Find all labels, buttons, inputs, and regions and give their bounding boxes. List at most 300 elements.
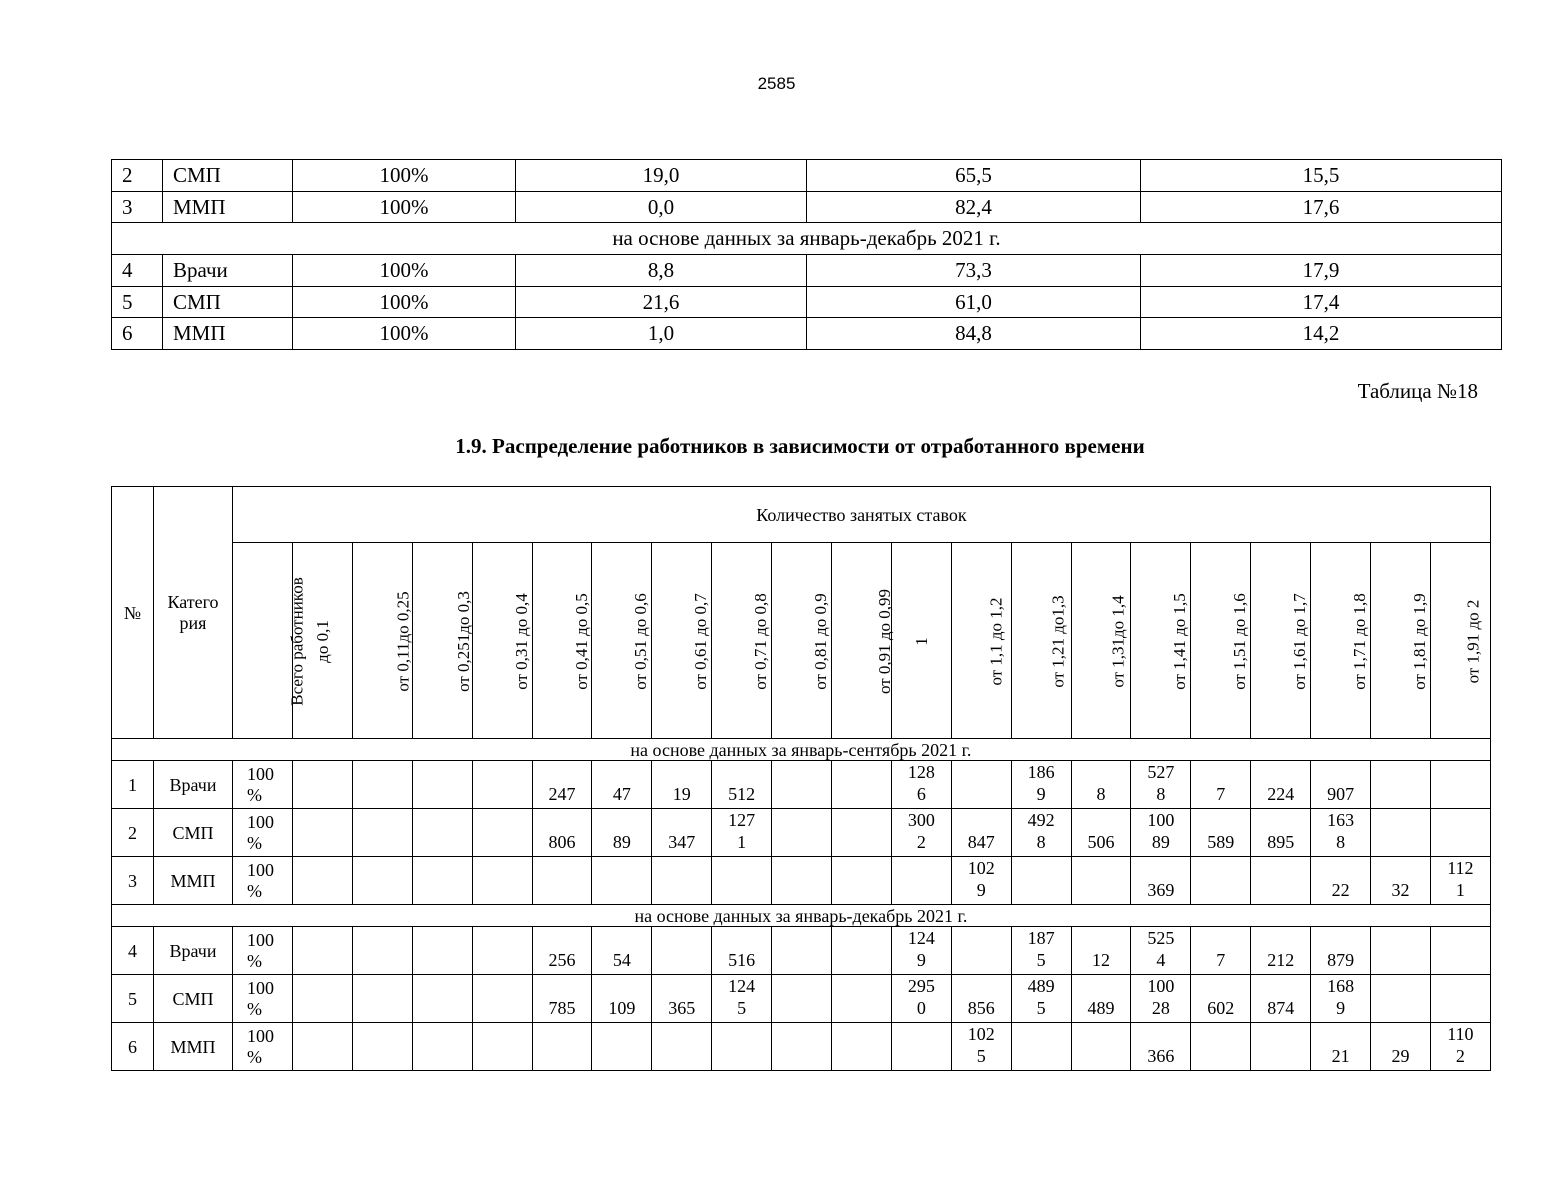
- count-cell: [652, 857, 712, 905]
- count-part: 5: [737, 998, 747, 1018]
- row-number: 2: [112, 809, 154, 857]
- count-cell: [1191, 975, 1251, 1023]
- count-part: 124: [907, 928, 935, 948]
- count-part: 168: [1327, 976, 1355, 996]
- count-part: 7: [1216, 950, 1226, 970]
- column-header: [891, 543, 951, 739]
- column-header: [712, 543, 772, 739]
- count-cell: [412, 857, 472, 905]
- column-header-label: Всего работников: [287, 576, 307, 706]
- count-part: 186: [1027, 762, 1055, 782]
- count-cell: [951, 761, 1011, 809]
- column-header: [832, 543, 895, 739]
- row-value: 8,8: [516, 255, 807, 287]
- group-header: Количество занятых ставок: [233, 487, 1491, 543]
- column-header-label: от 1,51 до 1,6: [1230, 592, 1250, 690]
- column-header-label: от 0,71 до 0,8: [751, 592, 771, 690]
- count-cell: [712, 857, 772, 905]
- count-cell: [1371, 1023, 1431, 1071]
- count-part: 100: [1147, 976, 1175, 996]
- count-part: 5: [1036, 950, 1046, 970]
- count-part: 5: [976, 1046, 986, 1066]
- count-cell: [772, 927, 832, 975]
- count-cell: [891, 975, 951, 1023]
- section-label: на основе данных за январь-сентябрь 2021 г.: [112, 739, 1491, 761]
- count-cell: [1251, 1023, 1311, 1071]
- row-category: ММП: [163, 318, 293, 350]
- column-header-label: от 0,61 до 0,7: [691, 592, 711, 690]
- count-part: 856: [967, 998, 995, 1018]
- count-cell: [1071, 809, 1131, 857]
- count-part: 347: [668, 832, 696, 852]
- count-part: 19: [672, 784, 691, 804]
- count-cell: [352, 975, 412, 1023]
- total-part: 100: [247, 978, 274, 998]
- column-header: [1311, 543, 1371, 739]
- count-part: 54: [612, 950, 631, 970]
- count-cell: [1251, 857, 1311, 905]
- column-header: [1011, 543, 1071, 739]
- count-cell: [891, 761, 951, 809]
- count-cell: [293, 927, 353, 975]
- count-part: 124: [728, 976, 756, 996]
- row-category: ММП: [154, 857, 233, 905]
- row-total: [233, 857, 293, 905]
- count-part: 874: [1267, 998, 1295, 1018]
- column-header-label: от 1,21 до1,3: [1048, 594, 1068, 688]
- count-cell: [352, 1023, 412, 1071]
- count-cell: [1191, 761, 1251, 809]
- row-total: [233, 1023, 293, 1071]
- count-cell: [293, 1023, 353, 1071]
- count-cell: [652, 1023, 712, 1071]
- count-cell: [532, 927, 592, 975]
- table-row: [112, 318, 1502, 350]
- count-cell: [772, 809, 832, 857]
- count-cell: [1430, 761, 1490, 809]
- count-cell: [891, 857, 951, 905]
- table-row: [112, 809, 1491, 857]
- table-label: Таблица №18: [1357, 379, 1478, 403]
- count-part: 127: [728, 810, 756, 830]
- count-cell: [652, 975, 712, 1023]
- count-cell: [772, 857, 832, 905]
- total-part: 100: [247, 860, 274, 880]
- column-header: [472, 543, 532, 739]
- count-cell: [1371, 761, 1431, 809]
- count-part: 369: [1147, 880, 1175, 900]
- count-part: 212: [1267, 950, 1295, 970]
- count-cell: [352, 761, 412, 809]
- count-part: 22: [1331, 880, 1350, 900]
- count-part: 32: [1391, 880, 1410, 900]
- row-value: 0,0: [516, 191, 807, 223]
- count-part: 224: [1267, 784, 1295, 804]
- count-cell: [772, 761, 832, 809]
- count-cell: [1430, 975, 1490, 1023]
- count-cell: [352, 857, 412, 905]
- row-number: 5: [112, 286, 163, 318]
- count-cell: [1131, 975, 1191, 1023]
- column-header-label: от 1,41 до 1,5: [1170, 592, 1190, 690]
- count-cell: [1430, 927, 1490, 975]
- count-part: 525: [1147, 928, 1175, 948]
- count-cell: [832, 761, 892, 809]
- count-cell: [832, 857, 892, 905]
- count-part: 28: [1151, 998, 1170, 1018]
- count-part: 89: [612, 832, 631, 852]
- row-category: СМП: [163, 160, 293, 192]
- count-part: 527: [1147, 762, 1175, 782]
- count-cell: [1311, 1023, 1371, 1071]
- row-value: 17,9: [1141, 255, 1502, 287]
- row-value: 19,0: [516, 160, 807, 192]
- count-cell: [1311, 927, 1371, 975]
- count-cell: [832, 809, 892, 857]
- count-part: 9: [976, 880, 986, 900]
- count-cell: [1191, 927, 1251, 975]
- row-value: 17,4: [1141, 286, 1502, 318]
- column-header: [352, 543, 412, 739]
- count-cell: [1371, 809, 1431, 857]
- row-value: 61,0: [807, 286, 1141, 318]
- row-category: Врачи: [163, 255, 293, 287]
- column-header-label: от 1,1 до 1,2: [986, 596, 1006, 686]
- header-row: [112, 543, 1491, 739]
- count-part: 47: [612, 784, 631, 804]
- count-cell: [293, 857, 353, 905]
- count-cell: [1430, 809, 1490, 857]
- row-total: [233, 761, 293, 809]
- count-cell: [712, 1023, 772, 1071]
- count-part: 847: [967, 832, 995, 852]
- continuation-table: [111, 159, 1502, 350]
- count-part: 8: [1096, 784, 1106, 804]
- count-cell: [352, 809, 412, 857]
- row-value: 73,3: [807, 255, 1141, 287]
- distribution-table: [111, 486, 1491, 1071]
- row-value: 84,8: [807, 318, 1141, 350]
- section-row: [112, 739, 1491, 761]
- count-cell: [592, 927, 652, 975]
- column-header: [652, 543, 712, 739]
- column-header: [1071, 543, 1131, 739]
- row-number: 6: [112, 318, 163, 350]
- count-cell: [652, 809, 712, 857]
- count-cell: [951, 809, 1011, 857]
- count-part: 7: [1216, 784, 1226, 804]
- column-header-label: от 0,81 до 0,9: [810, 592, 830, 690]
- table-row: [112, 927, 1491, 975]
- count-cell: [532, 809, 592, 857]
- category-header-line: Катего: [167, 591, 219, 612]
- row-number: 4: [112, 927, 154, 975]
- count-part: 0: [916, 998, 926, 1018]
- column-header-label: от 0,31 до 0,4: [511, 592, 531, 690]
- count-cell: [1011, 1023, 1071, 1071]
- count-cell: [1371, 857, 1431, 905]
- count-cell: [832, 1023, 892, 1071]
- count-cell: [592, 809, 652, 857]
- count-part: 295: [907, 976, 935, 996]
- count-cell: [1071, 761, 1131, 809]
- count-cell: [412, 809, 472, 857]
- count-cell: [1131, 927, 1191, 975]
- count-part: 8: [1336, 832, 1346, 852]
- column-header-label: от 0,251до 0,3: [453, 590, 473, 692]
- table-row: [112, 160, 1502, 192]
- column-header-label: 1: [911, 636, 931, 646]
- count-cell: [1191, 809, 1251, 857]
- column-header-label: до 0,1: [312, 619, 332, 663]
- section-row: [112, 223, 1502, 255]
- count-cell: [891, 927, 951, 975]
- count-cell: [412, 927, 472, 975]
- count-part: 89: [1151, 832, 1170, 852]
- row-value: 15,5: [1141, 160, 1502, 192]
- count-cell: [832, 975, 892, 1023]
- count-cell: [1311, 761, 1371, 809]
- count-cell: [472, 857, 532, 905]
- count-part: 9: [916, 950, 926, 970]
- table-row: [112, 761, 1491, 809]
- column-header-label: от 1,71 до 1,8: [1349, 592, 1369, 690]
- count-cell: [891, 1023, 951, 1071]
- count-cell: [472, 927, 532, 975]
- row-number: 5: [112, 975, 154, 1023]
- row-category: СМП: [163, 286, 293, 318]
- total-part: 100: [247, 764, 274, 784]
- count-cell: [532, 975, 592, 1023]
- category-header: [154, 487, 233, 739]
- column-header-label: от 1,31до 1,4: [1108, 594, 1128, 688]
- count-cell: [412, 1023, 472, 1071]
- section-label: на основе данных за январь-декабрь 2021 г.: [112, 905, 1491, 927]
- count-cell: [951, 975, 1011, 1023]
- column-header: [1191, 543, 1251, 739]
- column-header: [532, 543, 592, 739]
- count-cell: [1011, 857, 1071, 905]
- count-cell: [772, 975, 832, 1023]
- count-part: 492: [1027, 810, 1055, 830]
- category-header-line: рия: [179, 612, 207, 633]
- row-category: СМП: [154, 809, 233, 857]
- count-part: 8: [1036, 832, 1046, 852]
- row-number: 3: [112, 857, 154, 905]
- count-cell: [1311, 975, 1371, 1023]
- count-cell: [293, 761, 353, 809]
- column-header: [951, 543, 1011, 739]
- count-part: 1: [737, 832, 747, 852]
- count-part: 9: [1036, 784, 1046, 804]
- column-header-label: от 1,61 до 1,7: [1290, 592, 1310, 690]
- header-row: [112, 487, 1491, 543]
- row-category: Врачи: [154, 927, 233, 975]
- row-category: Врачи: [154, 761, 233, 809]
- count-part: 879: [1327, 950, 1355, 970]
- count-part: 589: [1207, 832, 1235, 852]
- count-part: 489: [1087, 998, 1115, 1018]
- row-total: 100%: [293, 191, 516, 223]
- count-cell: [1131, 761, 1191, 809]
- row-number: 3: [112, 191, 163, 223]
- count-part: 1: [1455, 880, 1465, 900]
- count-cell: [951, 927, 1011, 975]
- count-part: 256: [548, 950, 576, 970]
- count-cell: [1191, 1023, 1251, 1071]
- row-total: 100%: [293, 286, 516, 318]
- row-category: ММП: [163, 191, 293, 223]
- count-cell: [832, 927, 892, 975]
- row-category: ММП: [154, 1023, 233, 1071]
- column-header: [1371, 543, 1431, 739]
- count-cell: [1131, 857, 1191, 905]
- count-part: 6: [916, 784, 926, 804]
- count-part: 163: [1327, 810, 1355, 830]
- count-cell: [1371, 927, 1431, 975]
- count-cell: [712, 761, 772, 809]
- table-row: [112, 255, 1502, 287]
- count-part: 602: [1207, 998, 1235, 1018]
- row-value: 65,5: [807, 160, 1141, 192]
- row-value: 21,6: [516, 286, 807, 318]
- row-number: 4: [112, 255, 163, 287]
- count-part: 9: [1336, 998, 1346, 1018]
- row-total: [233, 927, 293, 975]
- count-cell: [293, 975, 353, 1023]
- row-number: 2: [112, 160, 163, 192]
- column-header: [412, 543, 472, 739]
- row-number: 6: [112, 1023, 154, 1071]
- count-cell: [1131, 1023, 1191, 1071]
- section-row: [112, 905, 1491, 927]
- count-part: 300: [907, 810, 935, 830]
- count-cell: [1251, 975, 1311, 1023]
- count-cell: [472, 761, 532, 809]
- column-header: [1131, 543, 1191, 739]
- count-part: 247: [548, 784, 576, 804]
- count-cell: [712, 975, 772, 1023]
- count-cell: [1011, 975, 1071, 1023]
- total-part: %: [247, 999, 262, 1019]
- count-part: 506: [1087, 832, 1115, 852]
- row-total: 100%: [293, 255, 516, 287]
- count-cell: [532, 857, 592, 905]
- total-part: 100: [247, 1026, 274, 1046]
- count-cell: [1311, 857, 1371, 905]
- count-cell: [1371, 975, 1431, 1023]
- total-part: 100: [247, 930, 274, 950]
- count-part: 895: [1267, 832, 1295, 852]
- column-header-label: от 0,41 до 0,5: [571, 592, 591, 690]
- count-part: 4: [1156, 950, 1166, 970]
- count-part: 112: [1447, 858, 1474, 878]
- count-part: 516: [728, 950, 756, 970]
- count-cell: [592, 1023, 652, 1071]
- count-part: 907: [1327, 784, 1355, 804]
- count-cell: [1131, 809, 1191, 857]
- count-cell: [1311, 809, 1371, 857]
- column-header: [772, 543, 832, 739]
- row-value: 82,4: [807, 191, 1141, 223]
- count-cell: [1011, 927, 1071, 975]
- count-cell: [532, 761, 592, 809]
- count-cell: [1071, 975, 1131, 1023]
- count-part: 102: [967, 1024, 995, 1044]
- count-part: 21: [1331, 1046, 1350, 1066]
- section-label: на основе данных за январь-декабрь 2021 г.: [112, 223, 1502, 255]
- total-part: %: [247, 951, 262, 971]
- total-part: 100: [247, 812, 274, 832]
- table-row: [112, 191, 1502, 223]
- count-part: 489: [1027, 976, 1055, 996]
- count-part: 785: [548, 998, 576, 1018]
- count-cell: [472, 975, 532, 1023]
- total-part: %: [247, 785, 262, 805]
- column-header-label: от 0,11до 0,25: [393, 590, 413, 692]
- count-part: 806: [548, 832, 576, 852]
- row-total: [233, 975, 293, 1023]
- column-header: [1430, 543, 1490, 739]
- count-part: 109: [608, 998, 636, 1018]
- count-cell: [1251, 809, 1311, 857]
- count-cell: [951, 1023, 1011, 1071]
- count-cell: [652, 761, 712, 809]
- total-part: %: [247, 833, 262, 853]
- table-row: [112, 1023, 1491, 1071]
- row-value: 17,6: [1141, 191, 1502, 223]
- count-cell: [472, 809, 532, 857]
- table-row: [112, 286, 1502, 318]
- count-cell: [1430, 857, 1490, 905]
- count-cell: [412, 975, 472, 1023]
- column-header: [233, 543, 307, 739]
- count-part: 128: [907, 762, 935, 782]
- count-part: 12: [1092, 950, 1111, 970]
- row-value: 1,0: [516, 318, 807, 350]
- count-cell: [293, 809, 353, 857]
- count-cell: [652, 927, 712, 975]
- count-cell: [1191, 857, 1251, 905]
- number-header: №: [112, 487, 154, 739]
- count-cell: [532, 1023, 592, 1071]
- count-cell: [891, 809, 951, 857]
- row-total: 100%: [293, 318, 516, 350]
- row-total: 100%: [293, 160, 516, 192]
- count-part: 2: [916, 832, 926, 852]
- page-number: 2585: [757, 74, 796, 93]
- total-part: %: [247, 881, 262, 901]
- table-title: 1.9. Распределение работников в зависимости от отработанного времени: [455, 434, 1145, 458]
- count-cell: [1071, 1023, 1131, 1071]
- count-cell: [352, 927, 412, 975]
- column-header: [1251, 543, 1311, 739]
- column-header-label: от 1,91 до 2: [1463, 599, 1483, 683]
- column-header-label: от 0,51 до 0,6: [631, 592, 651, 690]
- row-total: [233, 809, 293, 857]
- column-header-label: от 1,81 до 1,9: [1409, 592, 1429, 690]
- count-part: 512: [728, 784, 756, 804]
- count-cell: [1011, 809, 1071, 857]
- count-part: 100: [1147, 810, 1175, 830]
- count-cell: [1251, 927, 1311, 975]
- row-category: СМП: [154, 975, 233, 1023]
- count-cell: [1011, 761, 1071, 809]
- count-part: 2: [1455, 1046, 1465, 1066]
- count-part: 8: [1156, 784, 1166, 804]
- count-cell: [472, 1023, 532, 1071]
- row-number: 1: [112, 761, 154, 809]
